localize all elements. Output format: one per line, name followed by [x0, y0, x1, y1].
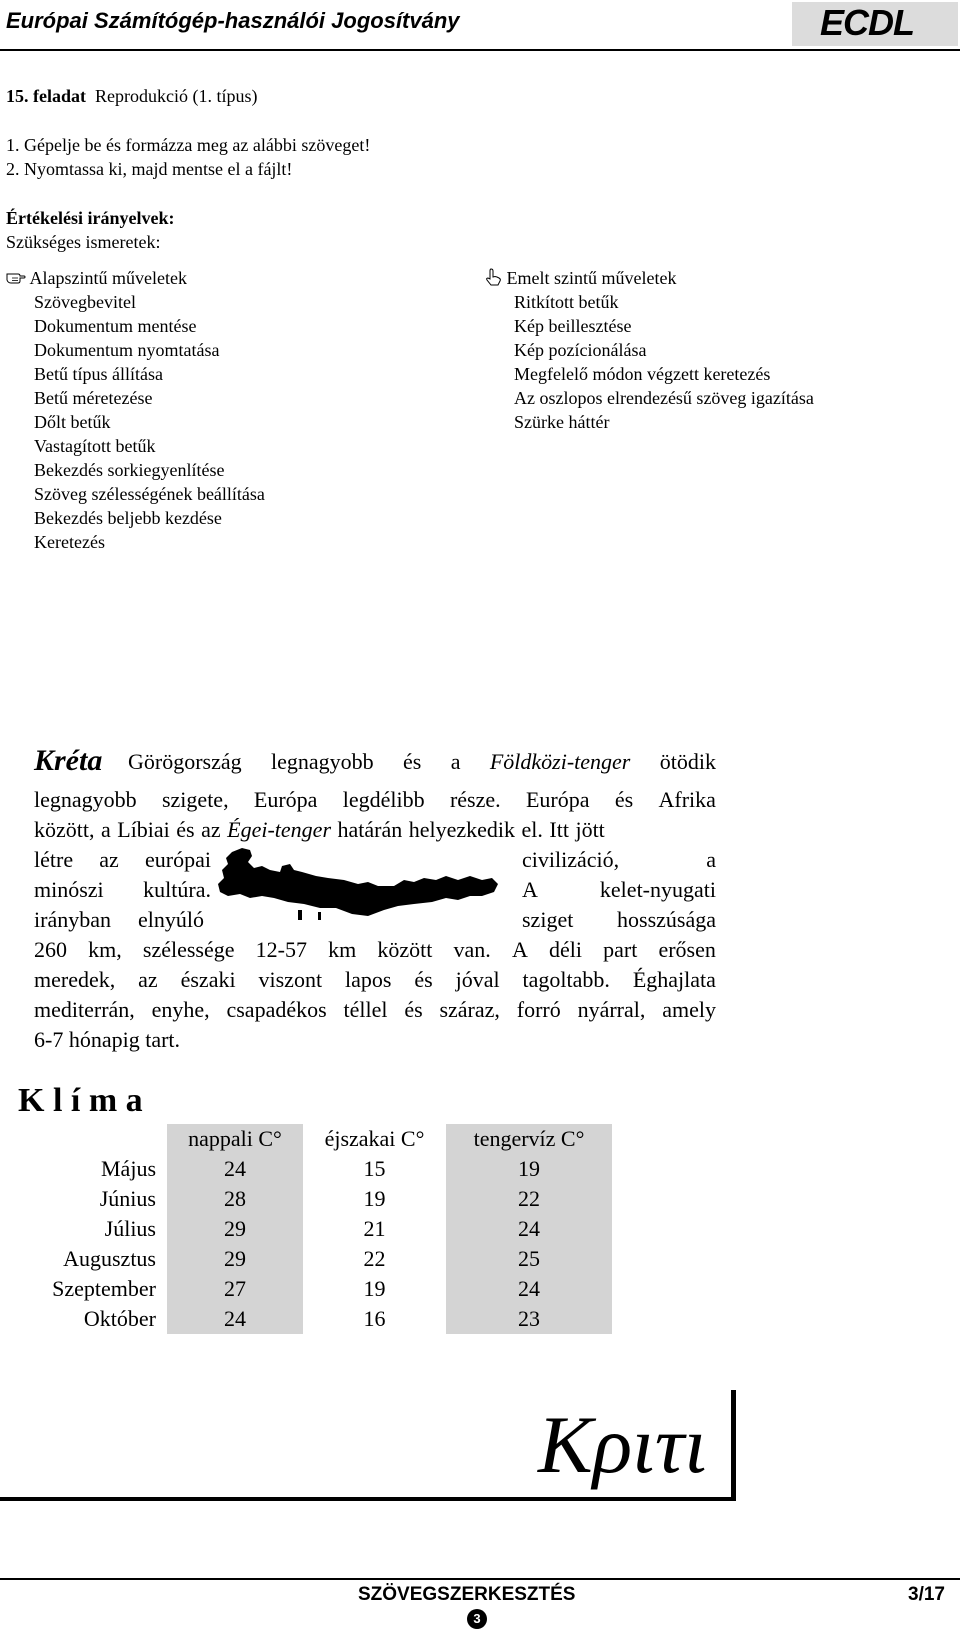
list-item: Szövegbevitel: [34, 292, 136, 312]
task-number: 15. feladat: [6, 86, 86, 106]
table-cell: 24: [518, 1276, 540, 1301]
table-row-label: Július: [104, 1216, 156, 1241]
level-badge: 3: [467, 1609, 487, 1629]
list-item: Dokumentum nyomtatása: [34, 340, 220, 360]
task-step: 1. Gépelje be és formázza meg az alábbi szöveget!: [6, 135, 371, 155]
table-row-label: Szeptember: [52, 1276, 156, 1301]
table-row-label: Augusztus: [63, 1246, 156, 1271]
table-cell: 24: [518, 1216, 540, 1241]
header-title: Európai Számítógép-használói Jogosítvány: [6, 8, 460, 33]
greek-word: Κριτι: [538, 1399, 707, 1490]
advanced-skills-list: [514, 290, 814, 434]
table-cell: 19: [518, 1156, 540, 1181]
table-cell: 28: [224, 1186, 246, 1211]
header-brand: ECDL: [820, 2, 914, 43]
table-cell: 29: [224, 1246, 246, 1271]
table-cell: 22: [363, 1246, 386, 1271]
frame-border-bottom: [0, 1497, 736, 1501]
table-cell: 19: [363, 1276, 386, 1301]
pointing-hand-icon: [486, 268, 507, 288]
table-cell: 25: [518, 1246, 540, 1271]
table-cell: 24: [224, 1156, 246, 1181]
list-item: Dokumentum mentése: [34, 316, 197, 336]
evaluation-heading: Értékelési irányelvek:: [6, 208, 175, 228]
article-line: meredek, az északi viszont lapos és jóval tagoltabb. Éghajlata: [34, 967, 716, 992]
header-divider: [0, 49, 960, 51]
article-line: legnagyobb szigete, Európa legdélibb része. Európa és Afrika: [34, 787, 716, 812]
advanced-title: Emelt szintű műveletek: [506, 268, 677, 288]
article-line: Görögország legnagyobb és a Földközi-tenger ötödik: [128, 749, 716, 774]
list-item: Kép beillesztése: [514, 316, 632, 336]
table-row-label: Október: [83, 1306, 156, 1331]
task-name: Reprodukció (1. típus): [95, 86, 258, 106]
task-title: [6, 84, 257, 108]
climate-heading: K l í m a: [18, 1082, 143, 1119]
hand-pointing-icon: [6, 268, 30, 288]
article-line: létre az európai: [34, 847, 211, 872]
article-line: 260 km, szélessége 12-57 km között van. A déli part erősen: [34, 937, 716, 962]
basic-title: Alapszintű műveletek: [29, 268, 187, 288]
article-line: sziget hosszúsága: [522, 907, 716, 932]
list-item: Vastagított betűk: [34, 436, 156, 456]
list-item: Bekezdés beljebb kezdése: [34, 508, 222, 528]
evaluation-subheading: Szükséges ismeretek:: [6, 232, 161, 252]
list-item: Betű méretezése: [34, 388, 153, 408]
table-header-cell: nappali C°: [188, 1126, 282, 1151]
table-cell: 22: [518, 1186, 540, 1211]
task-step: 2. Nyomtassa ki, majd mentse el a fájlt!: [6, 159, 293, 179]
list-item: Az oszlopos elrendezésű szöveg igazítása: [514, 388, 814, 408]
table-cell: 27: [224, 1276, 246, 1301]
frame-border-right: [731, 1390, 736, 1500]
footer-title: SZÖVEGSZERKESZTÉS: [358, 1584, 576, 1605]
table-cell: 16: [363, 1306, 386, 1331]
crete-island-image: [218, 846, 500, 929]
article-line: 6-7 hónapig tart.: [34, 1027, 181, 1052]
list-item: Szöveg szélességének beállítása: [34, 484, 265, 504]
list-item: Megfelelő módon végzett keretezés: [514, 364, 771, 384]
article-line: irányban elnyúló: [34, 907, 204, 932]
table-header-cell: éjszakai C°: [324, 1126, 425, 1151]
list-item: Betű típus állítása: [34, 364, 163, 384]
list-item: Dőlt betűk: [34, 412, 111, 432]
page-number: 3/17: [908, 1584, 945, 1605]
table-row-label: Június: [99, 1186, 156, 1211]
list-item: Keretezés: [34, 532, 105, 552]
dropcap-word: Kréta: [34, 744, 103, 777]
list-item: Bekezdés sorkiegyenlítése: [34, 460, 225, 480]
table-cell: 23: [518, 1306, 540, 1331]
footer-divider: [0, 1578, 960, 1580]
table-row-label: Május: [101, 1156, 156, 1181]
table-header-cell: tengervíz C°: [473, 1126, 585, 1151]
list-item: Ritkított betűk: [514, 292, 619, 312]
article-line: között, a Líbiai és az Égei-tenger határán helyezkedik el. Itt jött: [34, 817, 605, 842]
list-item: Szürke háttér: [514, 412, 610, 432]
article-line: A kelet-nyugati: [522, 877, 716, 902]
table-cell: 29: [224, 1216, 246, 1241]
list-item: Kép pozícionálása: [514, 340, 647, 360]
table-cell: 15: [363, 1156, 386, 1181]
advanced-skills-title: [486, 266, 676, 290]
table-cell: 24: [224, 1306, 246, 1331]
article-line: minószi kultúra.: [34, 877, 211, 902]
article-line: civilizáció, a: [522, 847, 716, 872]
basic-skills-title: [6, 266, 187, 290]
basic-skills-list: [34, 290, 265, 554]
table-cell: 21: [363, 1216, 386, 1241]
table-cell: 19: [363, 1186, 386, 1211]
article-line: mediterrán, enyhe, csapadékos téllel és száraz, forró nyárral, amely: [34, 997, 716, 1022]
